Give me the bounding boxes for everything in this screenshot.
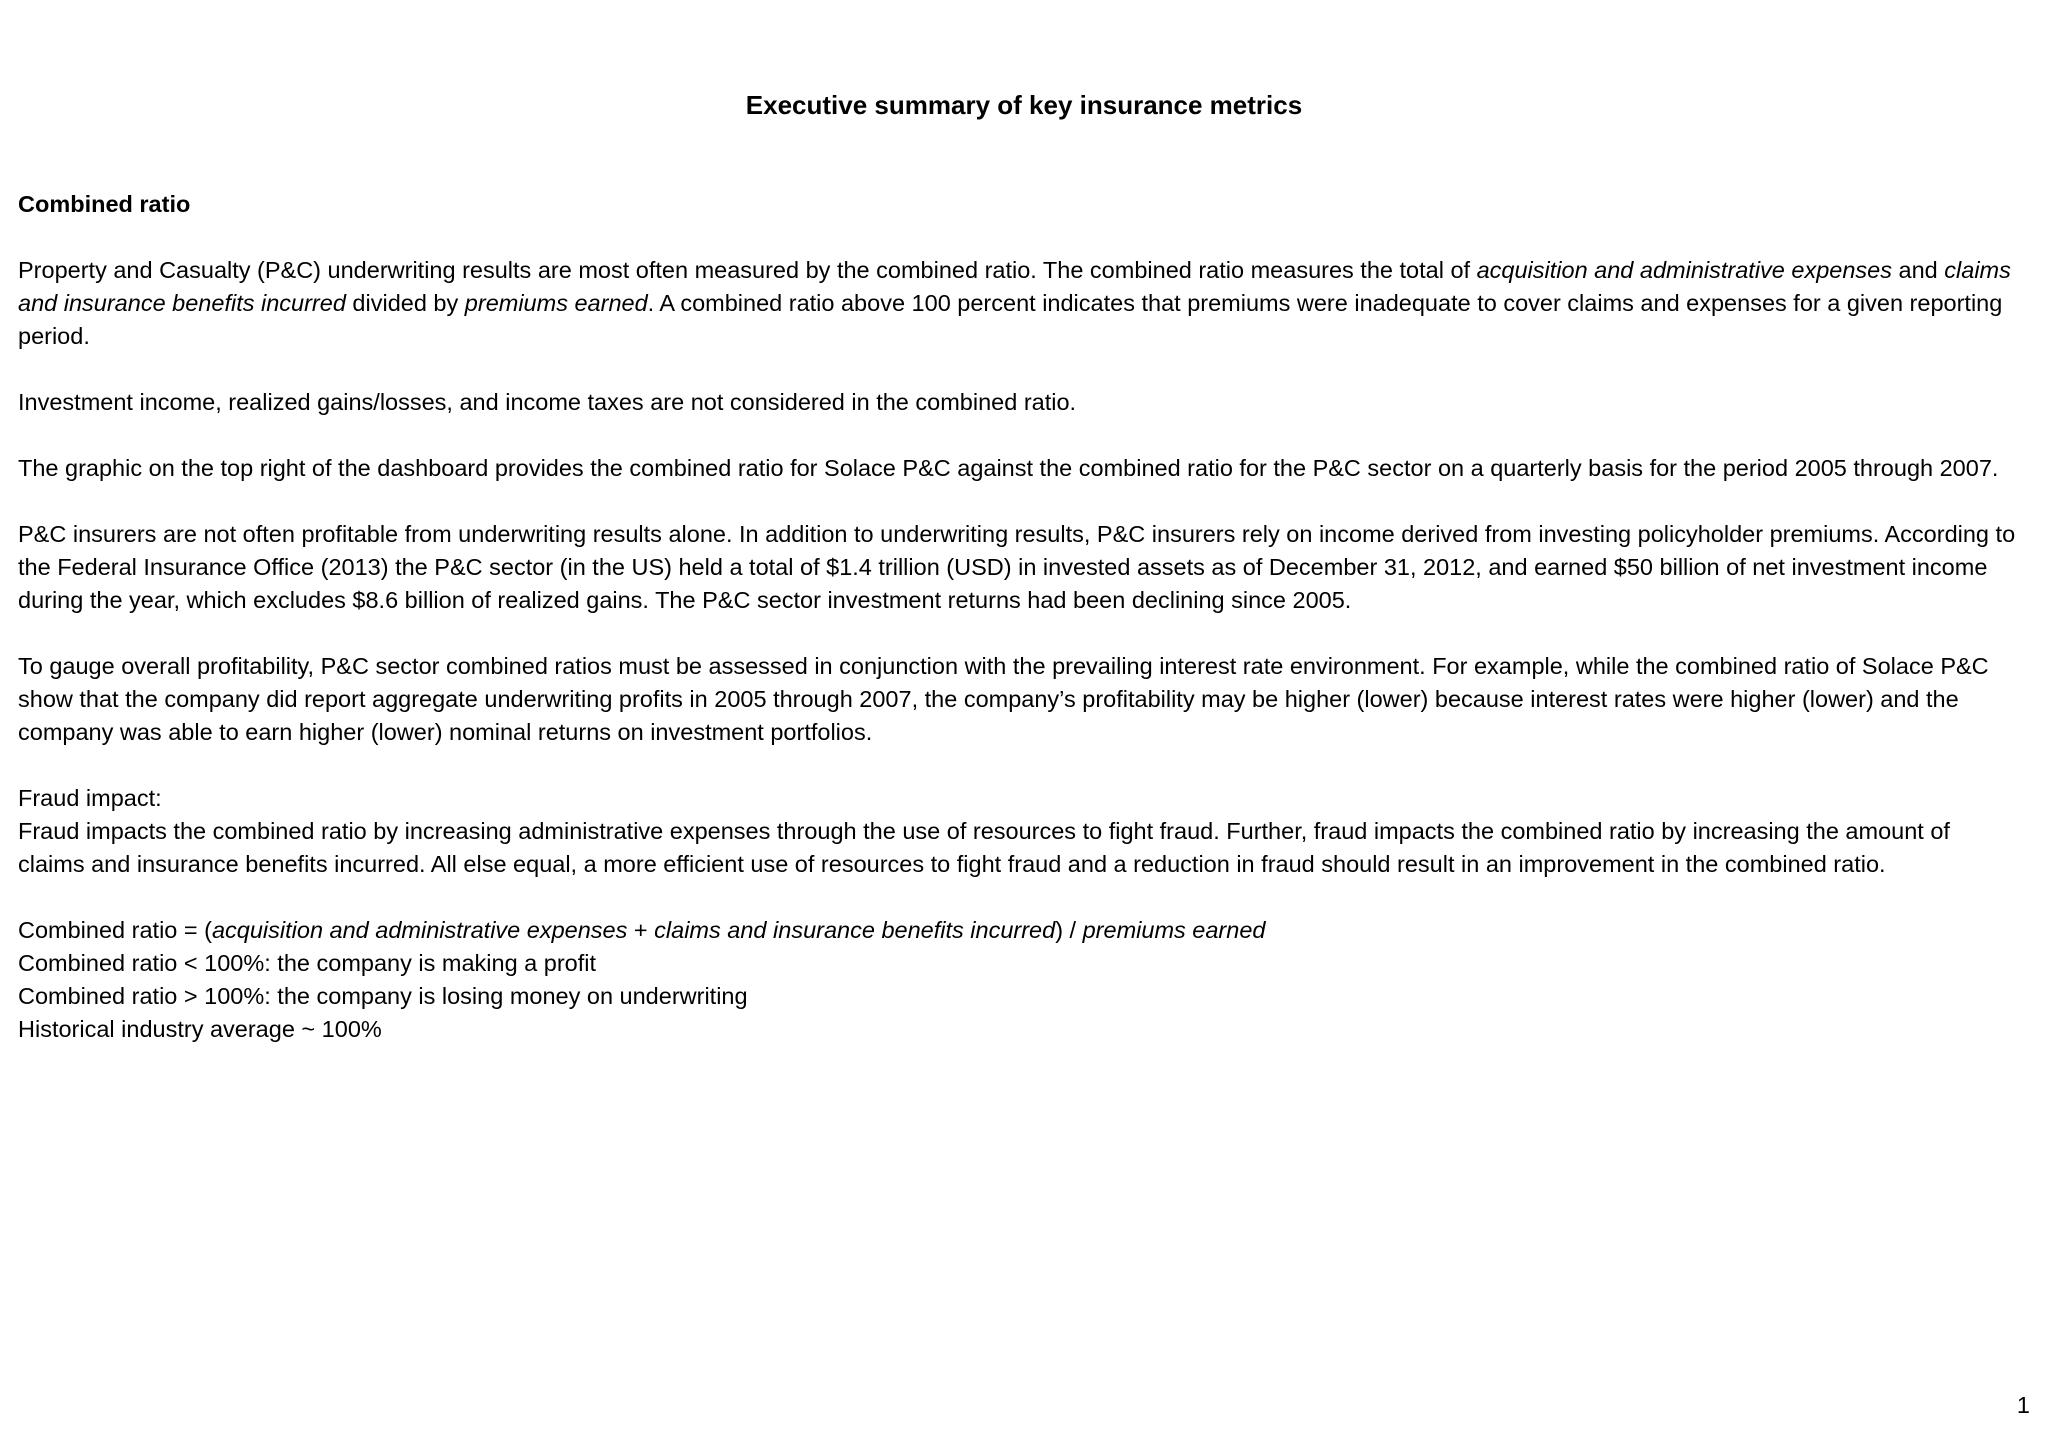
industry-average-line: Historical industry average ~ 100% bbox=[18, 1016, 382, 1042]
text-run: . A combined ratio above 100 percent indicates that premiums were inadequate to cover claims and expenses for a given reporting period. bbox=[18, 290, 2003, 349]
italic-term-expenses: acquisition and administrative expenses bbox=[211, 917, 628, 943]
italic-term-claims: claims and insurance benefits incurred bbox=[654, 917, 1056, 943]
text-run: + bbox=[627, 917, 655, 943]
formula-line bbox=[18, 914, 2018, 947]
document-title: Executive summary of key insurance metrics bbox=[745, 90, 1303, 120]
text-run: ) / bbox=[1055, 917, 1083, 943]
document-body bbox=[18, 188, 2018, 1046]
paragraph-definition bbox=[18, 254, 2018, 353]
text-run: Combined ratio = ( bbox=[18, 917, 212, 943]
italic-term-premiums: premiums earned bbox=[464, 290, 648, 316]
text-run: Property and Casualty (P&C) underwriting results are most often measured by the combined ratio. The combined ratio measures the total of bbox=[18, 257, 1477, 283]
text-run: and bbox=[1892, 257, 1945, 283]
italic-term-expenses: acquisition and administrative expenses bbox=[1476, 257, 1892, 283]
paragraph-graphic-description: The graphic on the top right of the dashboard provides the combined ratio for Solace P&C against the combined ratio for the P&C sector on a quarterly basis for the period 2005 through 2007. bbox=[18, 455, 1999, 481]
paragraph-profitability: To gauge overall profitability, P&C sector combined ratios must be assessed in conjunction with the prevailing interest rate environment. For example, while the combined ratio of Solace P&C show that the company did report aggregate underwriting profits in 2005 through 2007, the company’s profitability may be higher (lower) because interest rates were higher (lower) and the company was able to earn higher (lower) nominal returns on investment portfolios. bbox=[18, 653, 1989, 745]
italic-term-claims: claims and insurance benefits incurred bbox=[18, 257, 2011, 316]
text-run: divided by bbox=[345, 290, 465, 316]
italic-term-premiums: premiums earned bbox=[1082, 917, 1266, 943]
paragraph-fraud-impact: Fraud impacts the combined ratio by increasing administrative expenses through the use of resources to fight fraud. Further, fraud impacts the combined ratio by increasing the amount of claims and insurance benefits incurred. All else equal, a more efficient use of resources to fight fraud and a reduction in fraud should result in an improvement in the combined ratio. bbox=[18, 818, 1950, 877]
page-number: 1 bbox=[2016, 1392, 2030, 1418]
rule-loss-line: Combined ratio > 100%: the company is losing money on underwriting bbox=[18, 983, 748, 1009]
section-heading: Combined ratio bbox=[18, 191, 191, 217]
paragraph-exclusions: Investment income, realized gains/losses, and income taxes are not considered in the combined ratio. bbox=[18, 389, 1077, 415]
paragraph-investment-income: P&C insurers are not often profitable from underwriting results alone. In addition to underwriting results, P&C insurers rely on income derived from investing policyholder premiums. According to the Federal Insurance Office (2013) the P&C sector (in the US) held a total of $1.4 trillion (USD) in invested assets as of December 31, 2012, and earned $50 billion of net investment income during the year, which excludes $8.6 billion of realized gains. The P&C sector investment returns had been declining since 2005. bbox=[18, 521, 2016, 613]
fraud-impact-label: Fraud impact: bbox=[18, 785, 162, 811]
rule-profit-line: Combined ratio < 100%: the company is making a profit bbox=[18, 950, 597, 976]
